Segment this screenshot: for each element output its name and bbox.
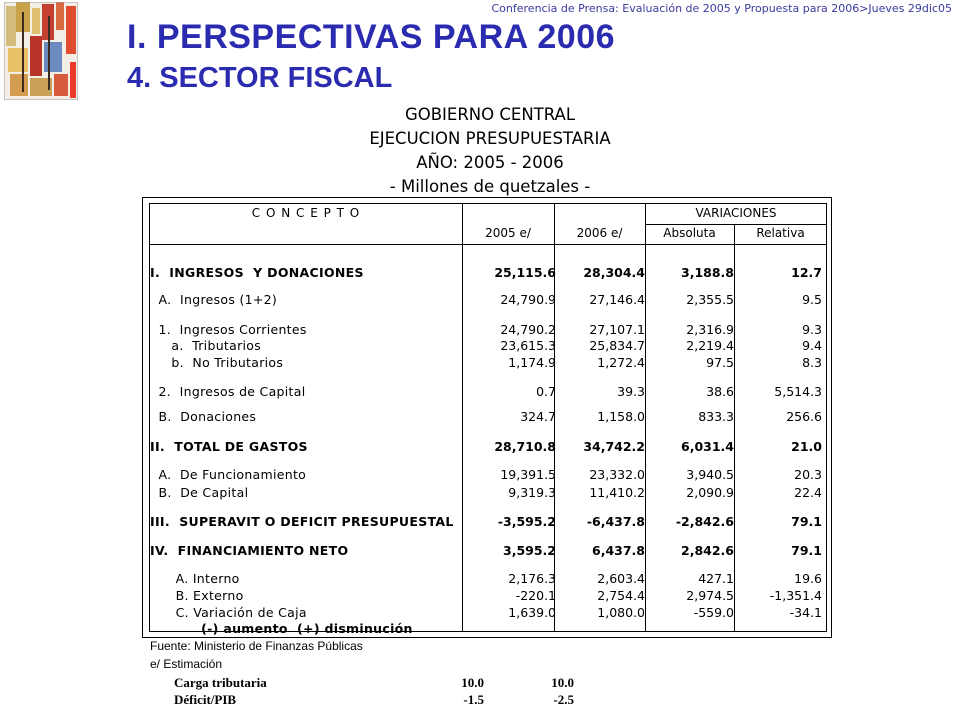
cell-absolute: -559.0 — [693, 605, 734, 620]
row-label: III. SUPERAVIT O DEFICIT PRESUPUESTAL — [150, 514, 454, 529]
row-label: B. De Capital — [150, 485, 249, 500]
table-row — [150, 384, 826, 400]
ratio-label: Déficit/PIB — [174, 692, 237, 707]
cell-2005: 9,319.3 — [508, 485, 556, 500]
header-divider — [645, 224, 826, 225]
cell-2006: 2,603.4 — [597, 571, 645, 586]
ratio-label: Carga tributaria — [174, 675, 267, 690]
ratio-2006: -2.5 — [553, 692, 574, 707]
cell-absolute: 3,188.8 — [681, 265, 734, 280]
cell-absolute: 2,219.4 — [686, 338, 734, 353]
cell-2006: 27,146.4 — [589, 292, 645, 307]
cell-absolute: 38.6 — [706, 384, 734, 399]
page-title: I. PERSPECTIVAS PARA 2006 — [127, 18, 616, 56]
cell-2006: 39.3 — [617, 384, 645, 399]
row-label: IV. FINANCIAMIENTO NETO — [150, 543, 349, 558]
ratio-2005: -1.5 — [463, 692, 484, 707]
cell-relative: 22.4 — [794, 485, 822, 500]
cell-2006: 1,158.0 — [597, 409, 645, 424]
heading-line: EJECUCION PRESUPUESTARIA — [369, 129, 611, 148]
header-note: Conferencia de Prensa: Evaluación de 2005 y Propuesta para 2006>Jueves 29dic05 — [491, 2, 952, 15]
cell-relative: 20.3 — [794, 467, 822, 482]
row-label: A. De Funcionamiento — [150, 467, 307, 482]
cell-relative: -34.1 — [789, 605, 822, 620]
table-inner-frame — [149, 203, 827, 636]
cell-2006: 6,437.8 — [592, 543, 645, 558]
cell-2005: 24,790.2 — [500, 322, 556, 337]
table-row — [150, 571, 826, 587]
table-row — [150, 621, 826, 637]
cell-absolute: 6,031.4 — [681, 439, 734, 454]
cell-absolute: 833.3 — [698, 409, 734, 424]
ratio-2006: 10.0 — [551, 675, 574, 690]
heading-line: - Millones de quetzales - — [389, 177, 591, 196]
cell-absolute: 2,974.5 — [686, 588, 734, 603]
cell-2006: 2,754.4 — [597, 588, 645, 603]
cell-2006: 1,080.0 — [597, 605, 645, 620]
ratio-row — [174, 692, 654, 708]
table-row — [150, 514, 826, 530]
header-absolute: Absoluta — [663, 226, 716, 240]
table-row — [150, 485, 826, 501]
cell-relative: 5,514.3 — [774, 384, 822, 399]
cell-2005: 28,710.8 — [494, 439, 556, 454]
row-label: B. Donaciones — [150, 409, 257, 424]
cell-relative: 9.5 — [802, 292, 822, 307]
cell-2005: -220.1 — [515, 588, 556, 603]
cell-relative: 79.1 — [791, 514, 822, 529]
cell-2005: 1,639.0 — [508, 605, 556, 620]
column-divider — [734, 224, 735, 631]
cell-2005: -3,595.2 — [497, 514, 556, 529]
cell-relative: 21.0 — [791, 439, 822, 454]
row-label: A. Interno — [150, 571, 240, 586]
cell-2006: 11,410.2 — [589, 485, 645, 500]
cell-absolute: 427.1 — [698, 571, 734, 586]
row-label: A. Ingresos (1+2) — [150, 292, 278, 307]
cell-relative: -1,351.4 — [769, 588, 822, 603]
heading-line: AÑO: 2005 - 2006 — [416, 153, 564, 172]
heading-line: GOBIERNO CENTRAL — [404, 105, 576, 124]
table-row — [150, 588, 826, 604]
table-row — [150, 265, 826, 281]
cell-2005: 0.7 — [536, 384, 556, 399]
estimate-note: e/ Estimación — [150, 657, 223, 671]
cell-2005: 2,176.3 — [508, 571, 556, 586]
table-row — [150, 292, 826, 308]
row-label: 1. Ingresos Corrientes — [150, 322, 307, 337]
cell-2005: 324.7 — [520, 409, 556, 424]
table-row — [150, 439, 826, 455]
row-label: (-) aumento (+) disminución — [150, 621, 413, 636]
table-row — [150, 543, 826, 559]
row-label: II. TOTAL DE GASTOS — [150, 439, 308, 454]
cell-2005: 19,391.5 — [500, 467, 556, 482]
document-heading — [300, 103, 680, 199]
header-concept: C O N C E P T O — [251, 206, 361, 220]
logo-icon — [4, 2, 78, 100]
table-row — [150, 409, 826, 425]
cell-absolute: 3,940.5 — [686, 467, 734, 482]
cell-2005: 23,615.3 — [500, 338, 556, 353]
table-row — [150, 605, 826, 621]
budget-table — [142, 197, 832, 638]
cell-2005: 1,174.9 — [508, 355, 556, 370]
cell-2005: 24,790.9 — [500, 292, 556, 307]
cell-absolute: 2,355.5 — [686, 292, 734, 307]
cell-2006: 1,272.4 — [597, 355, 645, 370]
row-label: B. Externo — [150, 588, 244, 603]
row-label: C. Variación de Caja — [150, 605, 307, 620]
cell-relative: 19.6 — [794, 571, 822, 586]
header-divider — [150, 244, 826, 245]
header-variations: VARIACIONES — [695, 206, 777, 220]
cell-relative: 12.7 — [791, 265, 822, 280]
cell-relative: 8.3 — [802, 355, 822, 370]
cell-relative: 9.3 — [802, 322, 822, 337]
cell-relative: 79.1 — [791, 543, 822, 558]
cell-2006: 23,332.0 — [589, 467, 645, 482]
header-relative: Relativa — [756, 226, 805, 240]
cell-absolute: 97.5 — [706, 355, 734, 370]
row-label: I. INGRESOS Y DONACIONES — [150, 265, 364, 280]
cell-2006: -6,437.8 — [586, 514, 645, 529]
cell-absolute: 2,842.6 — [681, 543, 734, 558]
cell-absolute: -2,842.6 — [675, 514, 734, 529]
table-row — [150, 467, 826, 483]
page-subtitle: 4. SECTOR FISCAL — [127, 62, 393, 94]
cell-2006: 25,834.7 — [589, 338, 645, 353]
source-note: Fuente: Ministerio de Finanzas Públicas — [150, 639, 363, 653]
ratio-row — [174, 675, 654, 691]
header-2006: 2006 e/ — [576, 226, 623, 240]
ratio-2005: 10.0 — [461, 675, 484, 690]
cell-relative: 256.6 — [786, 409, 822, 424]
cell-absolute: 2,316.9 — [686, 322, 734, 337]
cell-relative: 9.4 — [802, 338, 822, 353]
header-2005: 2005 e/ — [485, 226, 531, 240]
cell-2005: 25,115.6 — [494, 265, 556, 280]
cell-2006: 28,304.4 — [583, 265, 645, 280]
cell-2006: 27,107.1 — [589, 322, 645, 337]
table-row — [150, 355, 826, 371]
row-label: a. Tributarios — [150, 338, 262, 353]
row-label: b. No Tributarios — [150, 355, 284, 370]
row-label: 2. Ingresos de Capital — [150, 384, 306, 399]
cell-2006: 34,742.2 — [583, 439, 645, 454]
cell-absolute: 2,090.9 — [686, 485, 734, 500]
table-row — [150, 322, 826, 338]
table-row — [150, 338, 826, 354]
cell-2005: 3,595.2 — [503, 543, 556, 558]
